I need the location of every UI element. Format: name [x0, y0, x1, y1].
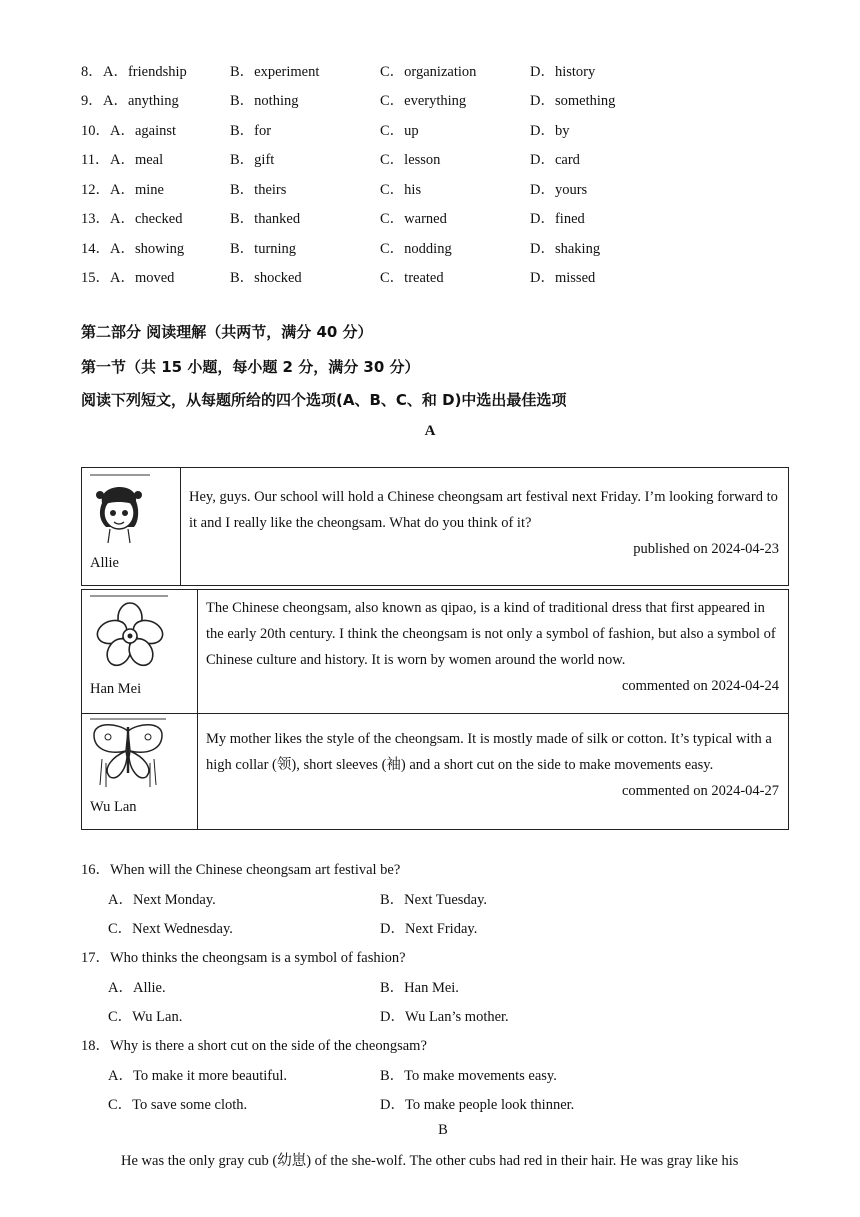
post-han-mei	[82, 590, 788, 714]
option-c: C．lesson	[380, 152, 441, 168]
choice-b: B．To make movements easy.	[380, 1068, 557, 1084]
question-number: 8．	[81, 64, 103, 80]
option-a: A．meal	[110, 152, 164, 168]
choice-b: B．Next Tuesday.	[380, 892, 488, 908]
passage-b-text: He was the only gray cub (幼崽) of the she-wolf. The other cubs had red in their hair. He was gray like his	[121, 1153, 739, 1169]
choice-d: D．Next Friday.	[380, 921, 478, 937]
option-a: A．checked	[110, 211, 183, 227]
option-c: C．treated	[380, 270, 444, 286]
post-wu-lan	[82, 713, 788, 829]
option-c: C．organization	[380, 64, 477, 80]
option-d: D．card	[530, 152, 580, 168]
question-number: 10．	[81, 123, 110, 139]
choice-a: A．To make it more beautiful.	[108, 1068, 287, 1084]
option-d: D．by	[530, 123, 570, 139]
choice-d: D．To make people look thinner.	[380, 1097, 575, 1113]
choice-a: A．Next Monday.	[108, 892, 216, 908]
question-stem: 18．Why is there a short cut on the side of the cheongsam?	[81, 1038, 427, 1054]
choice-b: B．Han Mei.	[380, 980, 459, 996]
question-number: 14．	[81, 241, 110, 257]
question-number: 11．	[81, 152, 110, 168]
timestamp: commented on 2024-04-24	[621, 678, 779, 694]
option-b: B．nothing	[230, 93, 299, 109]
choice-a: A．Allie.	[108, 980, 166, 996]
timestamp: commented on 2024-04-27	[621, 783, 779, 799]
option-b: B．shocked	[230, 270, 302, 286]
question-number: 9．	[81, 93, 103, 109]
avatar-cell	[82, 468, 181, 585]
passage-letter-a: A	[424, 423, 436, 439]
option-d: D．something	[530, 93, 616, 109]
avatar-cell	[82, 590, 198, 713]
question-number: 15．	[81, 270, 110, 286]
option-c: C．nodding	[380, 241, 452, 257]
option-c: C．warned	[380, 211, 447, 227]
section-heading: 第一节（共 15 小题，每小题 2 分，满分 30 分）	[81, 358, 420, 376]
instruction: 阅读下列短文，从每题所给的四个选项(A、B、C、和 D)中选出最佳选项	[81, 391, 567, 409]
flower-avatar-icon	[88, 594, 172, 675]
option-a: A．anything	[103, 93, 179, 109]
comments-box	[81, 589, 789, 830]
post-text: Hey, guys. Our school will hold a Chinese cheongsam art festival next Friday. I’m looking forward to it and I really like the cheongsam. What do you think of it?	[189, 489, 778, 531]
option-d: D．fined	[530, 211, 585, 227]
question-number: 13．	[81, 211, 110, 227]
post-text: My mother likes the style of the cheongsam. It is mostly made of silk or cotton. It’s typical with a high collar (领), short sleeves (袖) and a short cut on the side to make movements easy.	[206, 731, 772, 773]
option-b: B．theirs	[230, 182, 287, 198]
option-a: A．showing	[110, 241, 185, 257]
option-d: D．missed	[530, 270, 596, 286]
post-body	[197, 590, 788, 713]
option-b: B．thanked	[230, 211, 301, 227]
post-text: The Chinese cheongsam, also known as qipao, is a kind of traditional dress that first appeared in the early 20th century. I think the cheongsam is not only a symbol of fashion, but also a symbol of Chinese culture and history. It is worn by women around the world now.	[206, 600, 776, 668]
timestamp: published on 2024-04-23	[633, 541, 779, 557]
post-body	[197, 713, 788, 829]
option-a: A．moved	[110, 270, 175, 286]
option-d: D．history	[530, 64, 596, 80]
question-stem: 17．Who thinks the cheongsam is a symbol of fashion?	[81, 950, 406, 966]
option-a: A．mine	[110, 182, 164, 198]
girl-avatar-icon	[88, 473, 152, 550]
author-name: Han Mei	[90, 681, 142, 697]
option-b: B．experiment	[230, 64, 320, 80]
post-body	[180, 468, 788, 585]
option-b: B．gift	[230, 152, 275, 168]
option-d: D．shaking	[530, 241, 601, 257]
option-c: C．his	[380, 182, 422, 198]
author-name: Wu Lan	[90, 799, 137, 815]
option-b: B．for	[230, 123, 272, 139]
part-heading: 第二部分 阅读理解（共两节，满分 40 分）	[81, 323, 373, 341]
choice-c: C．Next Wednesday.	[108, 921, 233, 937]
option-c: C．everything	[380, 93, 467, 109]
choice-d: D．Wu Lan’s mother.	[380, 1009, 509, 1025]
avatar-cell	[82, 713, 198, 829]
choice-c: C．Wu Lan.	[108, 1009, 183, 1025]
option-b: B．turning	[230, 241, 297, 257]
butterfly-avatar-icon	[88, 717, 168, 794]
author-name: Allie	[90, 555, 119, 571]
option-d: D．yours	[530, 182, 588, 198]
option-c: C．up	[380, 123, 419, 139]
question-number: 12．	[81, 182, 110, 198]
post-allie	[81, 467, 789, 586]
option-a: A．against	[110, 123, 177, 139]
choice-c: C．To save some cloth.	[108, 1097, 248, 1113]
question-stem: 16．When will the Chinese cheongsam art festival be?	[81, 862, 401, 878]
option-a: A．friendship	[103, 64, 187, 80]
passage-letter-b: B	[438, 1122, 448, 1138]
